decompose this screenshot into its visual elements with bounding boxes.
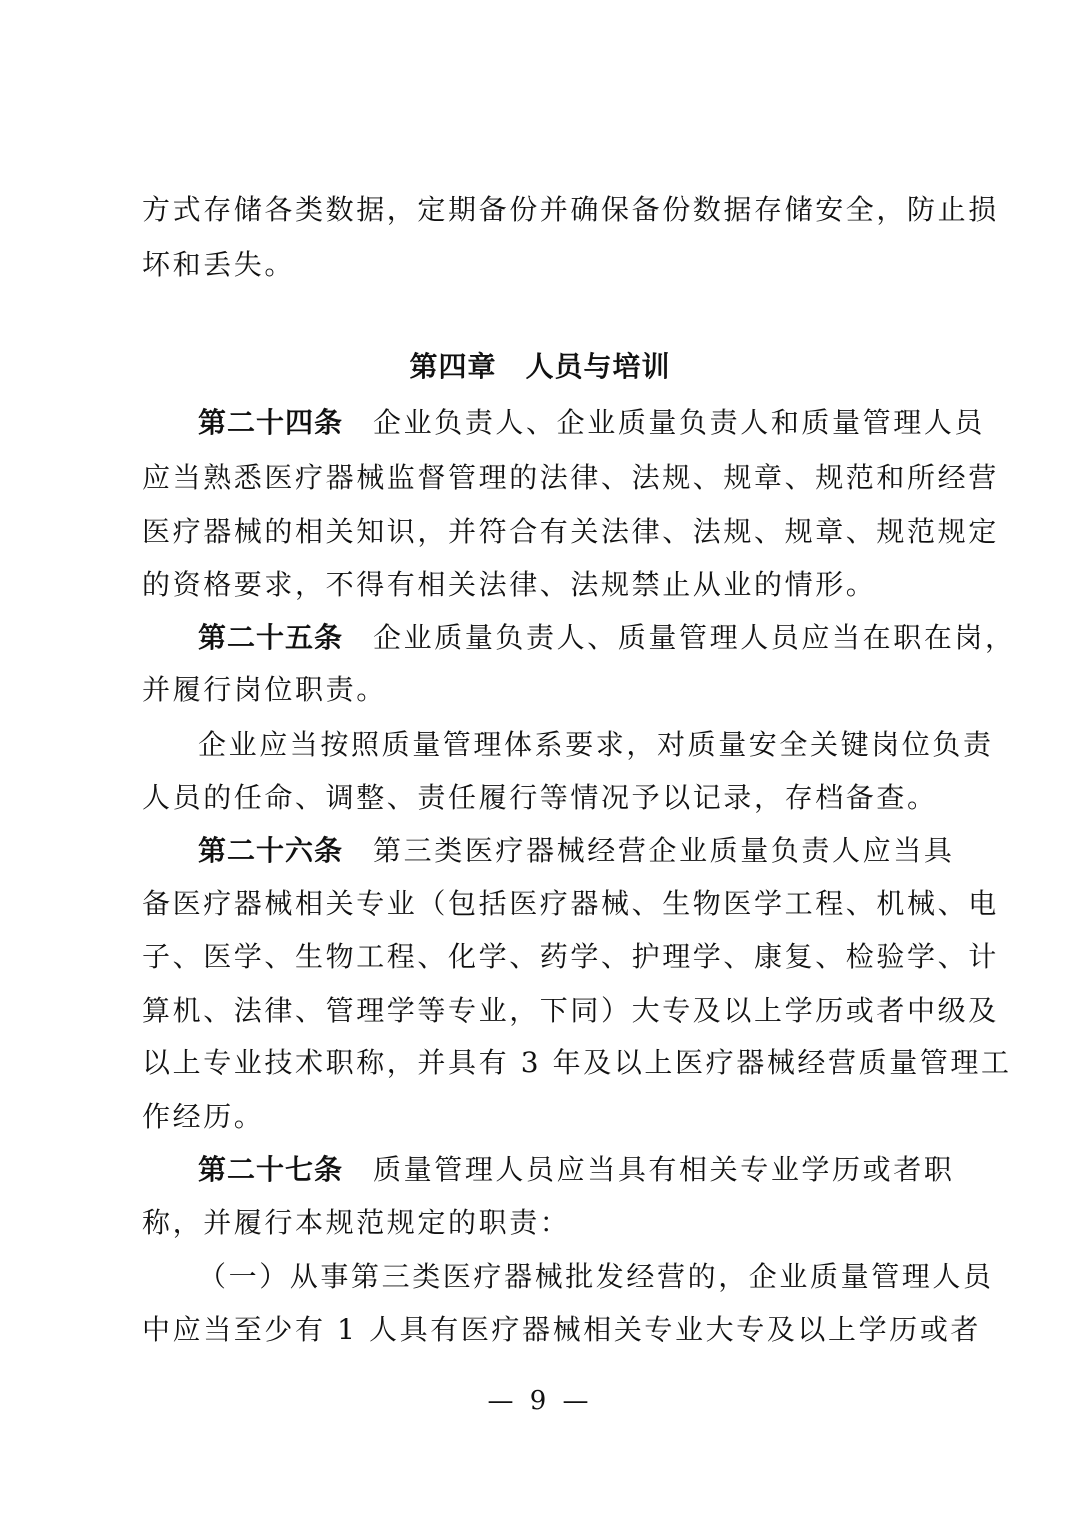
article-24-first-line [198,403,986,443]
paragraph-line: 以上专业技术职称，并具有 3 年及以上医疗器械经营质量管理工 [142,1046,1012,1079]
paragraph-line: 质量管理人员应当具有相关专业学历或者职 [373,1153,955,1186]
paragraph-line: 的资格要求，不得有相关法律、法规禁止从业的情形。 [142,568,877,601]
paragraph-line: 坏和丢失。 [142,248,296,281]
page-number: — 9 — [487,1386,593,1416]
paragraph-line: 第三类医疗器械经营企业质量负责人应当具 [373,834,955,867]
article-25-title: 第二十五条 [198,621,344,654]
article-27-first-line [198,1150,955,1190]
paragraph-line: 应当熟悉医疗器械监督管理的法律、法规、规章、规范和所经营 [142,461,999,494]
article-26-title: 第二十六条 [198,834,344,867]
paragraph-line: 并履行岗位职责。 [142,673,387,706]
paragraph-line: 人员的任命、调整、责任履行等情况予以记录，存档备查。 [142,781,938,814]
paragraph-line: 方式存储各类数据，定期备份并确保备份数据存储安全，防止损 [142,193,999,226]
paragraph-line: 医疗器械的相关知识，并符合有关法律、法规、规章、规范规定 [142,515,999,548]
paragraph-line: 中应当至少有 1 人具有医疗器械相关专业大专及以上学历或者 [142,1313,982,1346]
paragraph-line: 企业质量负责人、质量管理人员应当在职在岗， [373,621,1016,654]
article-25-first-line [198,618,1016,658]
paragraph-line: 企业负责人、企业质量负责人和质量管理人员 [373,406,986,439]
article-24-title: 第二十四条 [198,406,344,439]
paragraph-line: 企业应当按照质量管理体系要求，对质量安全关键岗位负责 [198,728,994,761]
article-26-first-line [198,831,955,871]
article-27-title: 第二十七条 [198,1153,344,1186]
chapter-heading: 第四章 人员与培训 [409,350,671,383]
paragraph-line: 算机、法律、管理学等专业，下同）大专及以上学历或者中级及 [142,994,999,1027]
paragraph-line: 子、医学、生物工程、化学、药学、护理学、康复、检验学、计 [142,940,999,973]
paragraph-line: 称，并履行本规范规定的职责： [142,1206,571,1239]
paragraph-line: （一）从事第三类医疗器械批发经营的，企业质量管理人员 [198,1260,994,1293]
paragraph-line: 作经历。 [142,1100,265,1133]
paragraph-line: 备医疗器械相关专业（包括医疗器械、生物医学工程、机械、电 [142,887,999,920]
